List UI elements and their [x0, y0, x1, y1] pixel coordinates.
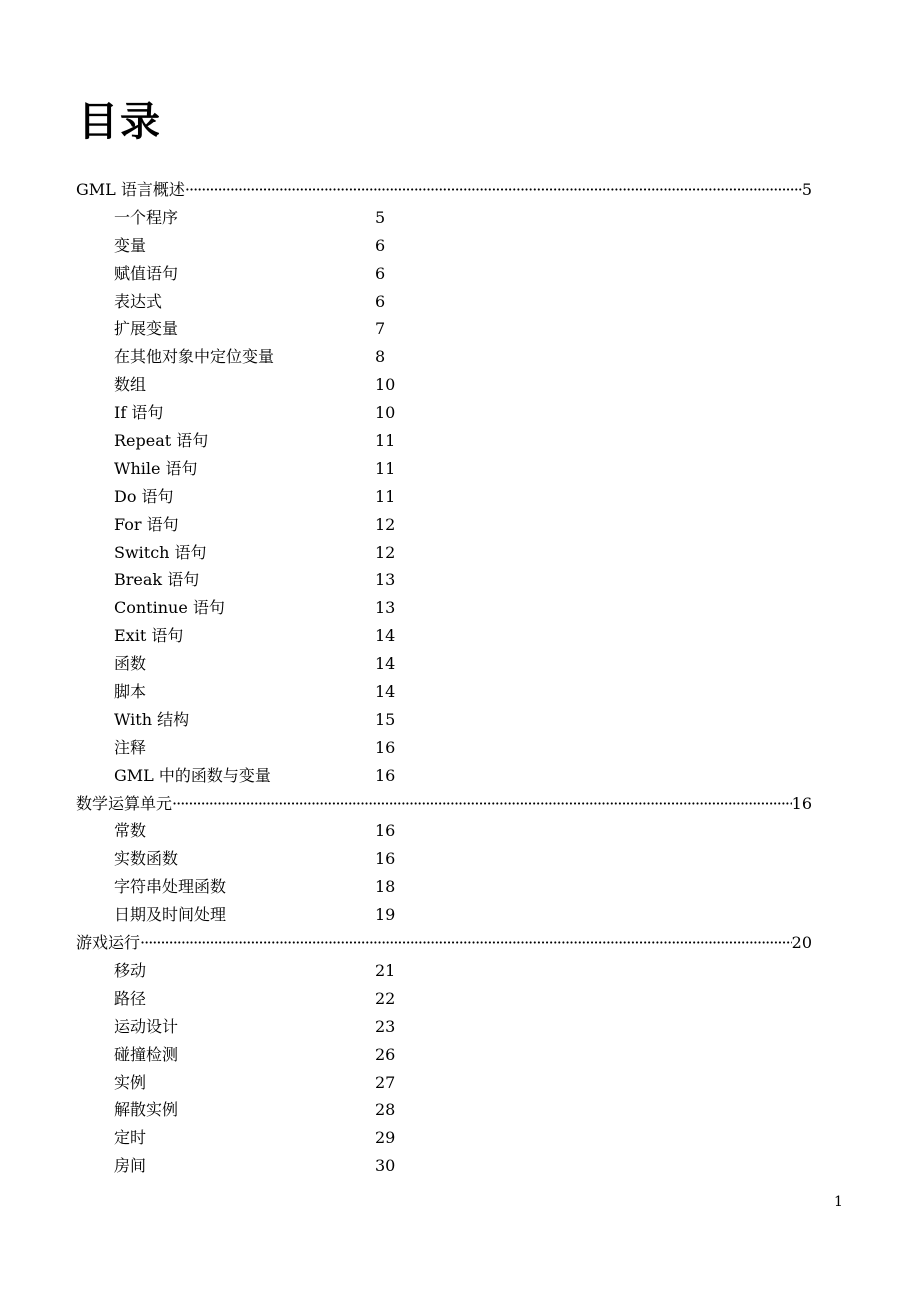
- toc-entry[interactable]: [76, 734, 812, 762]
- toc-entry[interactable]: [76, 1041, 812, 1069]
- toc-entry-title: With 结构: [114, 709, 190, 729]
- toc-entry-title: 在其他对象中定位变量: [114, 347, 275, 367]
- toc-entry-title: 字符串处理函数: [114, 877, 227, 897]
- toc-entry[interactable]: [76, 762, 812, 790]
- toc-entry[interactable]: [76, 455, 812, 483]
- toc-entry-page: 26: [375, 1044, 396, 1064]
- toc-entry-page: 11: [375, 486, 396, 506]
- page-title: 目录: [78, 99, 162, 145]
- toc-entry-title: Exit 语句: [114, 626, 184, 646]
- toc-entry-page: 28: [375, 1100, 396, 1120]
- toc-section-math-units[interactable]: [76, 790, 812, 818]
- toc-entry[interactable]: [76, 1152, 812, 1180]
- toc-entry[interactable]: [76, 315, 812, 343]
- toc-section-game-running[interactable]: [76, 929, 812, 957]
- toc-entry[interactable]: [76, 957, 812, 985]
- toc-entry-title: Break 语句: [114, 570, 200, 590]
- page-number: 1: [834, 1194, 843, 1210]
- toc-entry-title: If 语句: [114, 403, 164, 423]
- toc-entry[interactable]: [76, 483, 812, 511]
- toc-entry-page: 20: [791, 933, 812, 953]
- toc-entry[interactable]: [76, 204, 812, 232]
- toc-entry-title: 一个程序: [114, 207, 179, 227]
- toc-entry-title: 函数: [114, 654, 147, 674]
- toc-entry-page: 15: [375, 709, 396, 729]
- toc-entry-page: 13: [375, 570, 396, 590]
- toc-entry-title: 碰撞检测: [114, 1044, 179, 1064]
- toc-entry[interactable]: [76, 622, 812, 650]
- toc-entry[interactable]: [76, 539, 812, 567]
- toc-entry[interactable]: [76, 1069, 812, 1097]
- dot-leader: [140, 929, 792, 957]
- toc-entry[interactable]: [76, 260, 812, 288]
- toc-entry[interactable]: [76, 288, 812, 316]
- toc-entry[interactable]: [76, 678, 812, 706]
- dot-leader: [172, 790, 792, 818]
- toc-entry-page: 16: [375, 737, 396, 757]
- toc-entry-title: 日期及时间处理: [114, 905, 227, 925]
- toc-entry-title: For 语句: [114, 514, 179, 534]
- toc-entry-page: 27: [375, 1072, 396, 1092]
- toc-entry-title: 表达式: [114, 291, 163, 311]
- toc-entry-page: 14: [375, 682, 396, 702]
- toc-section-gml-overview[interactable]: [76, 176, 812, 204]
- toc-entry-title: 房间: [114, 1156, 147, 1176]
- toc-entry-page: 22: [375, 988, 396, 1008]
- toc-entry-page: 7: [375, 319, 386, 339]
- toc-entry[interactable]: [76, 594, 812, 622]
- table-of-contents: [76, 176, 812, 1180]
- toc-entry-page: 12: [375, 514, 396, 534]
- toc-entry-page: 19: [375, 905, 396, 925]
- toc-entry-page: 16: [791, 793, 812, 813]
- toc-entry-title: 实数函数: [114, 849, 179, 869]
- toc-entry-page: 23: [375, 1016, 396, 1036]
- toc-entry-page: 16: [375, 765, 396, 785]
- toc-entry-page: 11: [375, 431, 396, 451]
- toc-entry[interactable]: [76, 901, 812, 929]
- toc-entry-title: 定时: [114, 1128, 147, 1148]
- toc-entry-page: 16: [375, 821, 396, 841]
- toc-entry-title: 运动设计: [114, 1016, 179, 1036]
- toc-entry-title: 赋值语句: [114, 263, 179, 283]
- toc-entry[interactable]: [76, 817, 812, 845]
- toc-entry[interactable]: [76, 371, 812, 399]
- toc-entry-page: 18: [375, 877, 396, 897]
- toc-entry-title: 变量: [114, 235, 147, 255]
- toc-entry-page: 5: [801, 180, 812, 199]
- toc-entry-page: 5: [375, 207, 386, 227]
- toc-entry-title: GML 中的函数与变量: [114, 765, 271, 785]
- toc-entry-page: 6: [375, 291, 386, 311]
- toc-entry-page: 13: [375, 598, 396, 618]
- toc-entry-title: 实例: [114, 1072, 147, 1092]
- toc-entry-title: 注释: [114, 737, 147, 757]
- toc-entry[interactable]: [76, 873, 812, 901]
- toc-entry[interactable]: [76, 511, 812, 539]
- toc-entry-title: 移动: [114, 960, 147, 980]
- toc-entry-page: 21: [375, 960, 396, 980]
- toc-entry[interactable]: [76, 1124, 812, 1152]
- toc-entry-title: 脚本: [114, 682, 147, 702]
- toc-entry[interactable]: [76, 343, 812, 371]
- toc-entry-title: GML 语言概述: [76, 180, 185, 199]
- toc-entry-title: 游戏运行: [76, 933, 141, 953]
- toc-entry-title: 常数: [114, 821, 147, 841]
- toc-entry-page: 14: [375, 626, 396, 646]
- toc-entry-page: 8: [375, 347, 386, 367]
- toc-entry-page: 16: [375, 849, 396, 869]
- toc-entry-page: 14: [375, 654, 396, 674]
- toc-entry[interactable]: [76, 1013, 812, 1041]
- toc-entry[interactable]: [76, 566, 812, 594]
- toc-entry-title: While 语句: [114, 458, 198, 478]
- toc-entry-title: 数学运算单元: [76, 793, 173, 813]
- toc-entry-title: 解散实例: [114, 1100, 179, 1120]
- toc-entry[interactable]: [76, 650, 812, 678]
- toc-entry-page: 29: [375, 1128, 396, 1148]
- toc-entry[interactable]: [76, 232, 812, 260]
- toc-entry-title: 路径: [114, 988, 147, 1008]
- toc-entry-title: Switch 语句: [114, 542, 207, 562]
- toc-entry-title: Repeat 语句: [114, 431, 209, 451]
- toc-entry-title: Do 语句: [114, 486, 174, 506]
- toc-entry-page: 6: [375, 235, 386, 255]
- toc-entry[interactable]: [76, 1096, 812, 1124]
- toc-entry-page: 11: [375, 458, 396, 478]
- dot-leader: [185, 176, 802, 204]
- toc-entry[interactable]: [76, 427, 812, 455]
- toc-entry[interactable]: [76, 845, 812, 873]
- toc-entry-title: 数组: [114, 375, 147, 395]
- toc-entry-page: 6: [375, 263, 386, 283]
- toc-entry[interactable]: [76, 399, 812, 427]
- toc-entry-page: 10: [375, 403, 396, 423]
- toc-entry-title: Continue 语句: [114, 598, 225, 618]
- toc-entry[interactable]: [76, 985, 812, 1013]
- toc-entry-page: 10: [375, 375, 396, 395]
- toc-entry-page: 30: [375, 1156, 396, 1176]
- toc-entry[interactable]: [76, 706, 812, 734]
- toc-entry-page: 12: [375, 542, 396, 562]
- toc-entry-title: 扩展变量: [114, 319, 179, 339]
